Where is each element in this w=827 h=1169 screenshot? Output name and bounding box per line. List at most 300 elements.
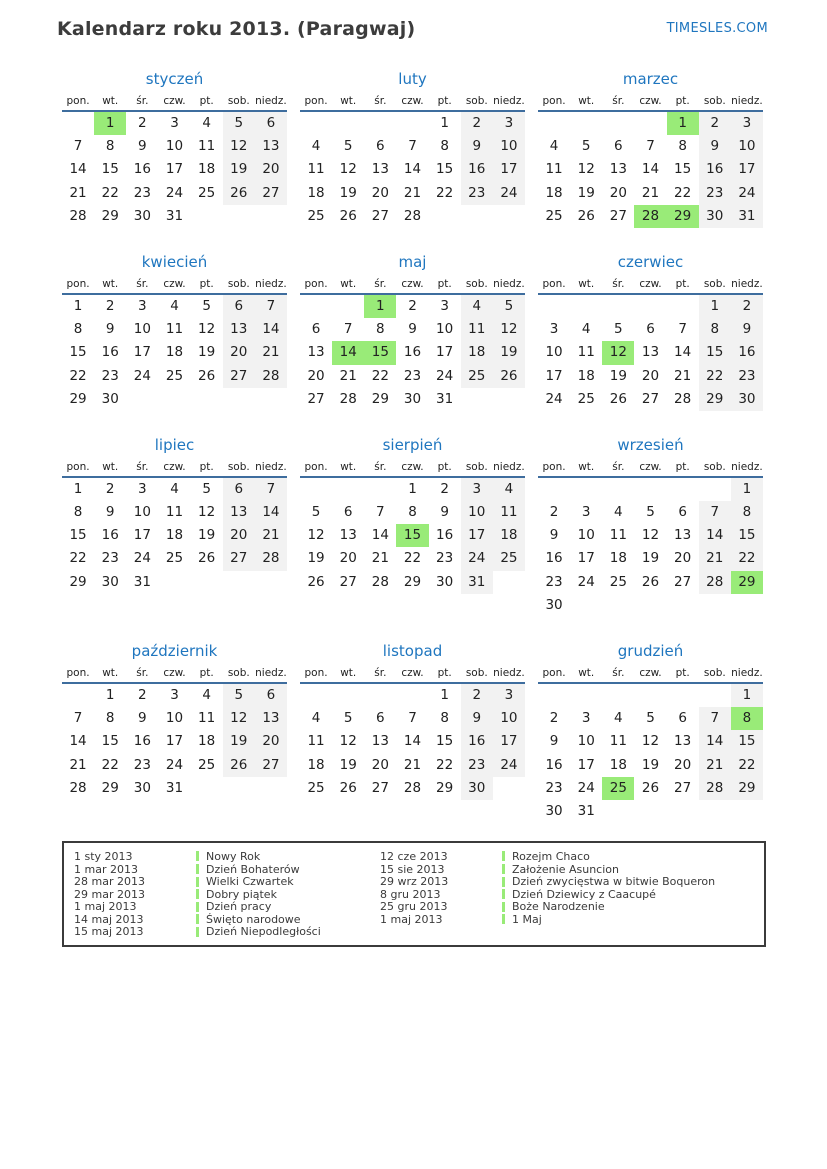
weekday-header: pt. [191,461,223,478]
day-cell: 19 [609,367,627,384]
empty-cell [538,295,570,318]
weekday-header: wt. [570,278,602,295]
day-cell: 29 [699,388,731,411]
day-cell: 2 [549,504,559,521]
day-cell: 25 [198,756,216,773]
day-cell: 15 [69,527,87,544]
weekday-header: sob. [223,278,255,295]
day-cell: 13 [674,527,692,544]
day-cell: 12 [339,161,357,178]
weekday-header: niedz. [255,95,287,112]
day-cell: 3 [138,297,147,314]
day-cell: 10 [165,710,184,727]
day-cell: 3 [493,684,525,707]
day-cell: 13 [223,318,255,341]
weekday-header: niedz. [731,461,763,478]
weekday-header: wt. [94,278,126,295]
day-cell: 1 [408,480,417,497]
day-cell: 26 [223,754,255,777]
day-cell: 7 [646,138,655,155]
legend-holiday-name: Święto narodowe [206,912,301,926]
day-cell: 22 [403,550,422,567]
day-cell: 12 [641,527,660,544]
day-cell: 18 [198,161,216,178]
weekday-header: czw. [158,278,190,295]
weekday-header: sob. [223,461,255,478]
day-cell: 28 [69,779,87,796]
day-cell: 19 [223,730,255,753]
day-cell: 27 [641,390,660,407]
day-cell: 26 [641,573,660,590]
legend-row [74,913,380,926]
empty-cell [493,571,525,594]
month-calendar-październik [62,642,287,800]
day-cell: 4 [614,710,623,727]
day-cell: 24 [133,367,151,384]
day-cell: 16 [461,158,493,181]
day-cell: 11 [493,501,525,524]
day-cell: 7 [73,710,83,727]
weekday-header: śr. [602,95,634,112]
weekday-header: czw. [158,461,190,478]
day-cell: 16 [545,756,563,773]
weekday-header: wt. [570,667,602,684]
empty-cell [396,112,428,135]
weekday-header: sob. [699,667,731,684]
holiday-day-cell: 15 [396,524,428,547]
day-cell: 7 [255,295,287,318]
day-cell: 27 [371,779,389,796]
month-title: styczeń [145,70,204,88]
day-cell: 26 [307,573,325,590]
day-cell: 4 [614,504,623,521]
legend-holiday-name: Wielki Czwartek [206,875,294,889]
day-cell: 7 [73,138,83,155]
holiday-day-cell: 1 [364,295,396,318]
weekday-header: śr. [364,461,396,478]
day-cell: 16 [101,527,119,544]
day-cell: 26 [198,550,216,567]
legend-row [380,888,715,901]
day-cell: 16 [403,344,422,361]
weekday-header: czw. [396,461,428,478]
holiday-day-cell: 1 [667,112,699,135]
weekday-header: pt. [429,278,461,295]
empty-cell [332,295,364,318]
day-cell: 2 [105,480,115,497]
weekday-header: pt. [667,278,699,295]
day-cell: 25 [461,365,493,388]
holiday-tick-icon [502,889,505,899]
month-title: luty [398,70,427,88]
day-cell: 22 [436,184,454,201]
weekday-header: sob. [223,667,255,684]
day-cell: 18 [493,524,525,547]
month-title: kwiecień [141,252,208,271]
day-cell: 9 [699,135,731,158]
day-cell: 19 [223,158,255,181]
day-cell: 20 [674,550,692,567]
day-cell: 25 [198,184,216,201]
day-cell: 10 [461,501,493,524]
empty-cell [602,800,634,823]
holiday-tick-icon [196,914,199,924]
month-title: czerwiec [617,252,684,271]
day-cell: 17 [493,730,525,753]
day-cell: 20 [609,184,627,201]
day-cell: 9 [549,733,559,750]
day-cell: 22 [69,550,87,567]
day-cell: 21 [371,550,389,567]
day-cell: 31 [461,571,493,594]
day-cell: 30 [133,779,151,796]
day-cell: 30 [101,390,119,407]
empty-cell [667,295,699,318]
empty-cell [396,684,428,707]
weekday-header: śr. [364,667,396,684]
day-cell: 11 [545,161,563,178]
weekday-header: pon. [538,461,570,478]
day-cell: 12 [641,733,660,750]
day-cell: 23 [699,182,731,205]
weekday-header: czw. [158,667,190,684]
day-cell: 27 [339,573,357,590]
day-cell: 8 [408,504,417,521]
weekday-header: niedz. [255,667,287,684]
day-cell: 31 [165,207,184,224]
day-cell: 24 [545,390,563,407]
day-cell: 11 [165,321,184,338]
day-cell: 15 [101,733,119,750]
day-cell: 5 [202,297,211,314]
day-cell: 27 [371,207,389,224]
day-cell: 23 [436,550,454,567]
day-cell: 20 [255,158,287,181]
page-title: Kalendarz roku 2013. (Paragwaj) [57,18,416,40]
legend-row [380,913,715,926]
empty-cell [62,684,94,707]
day-cell: 14 [371,527,389,544]
day-cell: 18 [545,184,563,201]
legend-row [380,875,715,888]
day-cell: 18 [165,527,184,544]
day-cell: 2 [699,112,731,135]
day-cell: 30 [545,802,563,819]
legend-row [74,850,380,863]
day-cell: 1 [440,687,449,703]
day-cell: 24 [731,182,763,205]
legend-holiday-name: 1 Maj [512,912,542,926]
weekday-header: niedz. [493,667,525,684]
day-cell: 7 [408,138,417,155]
holiday-day-cell: 8 [731,707,763,730]
legend-date: 15 sie 2013 [380,862,445,876]
day-cell: 27 [674,779,692,796]
day-cell: 13 [641,344,660,361]
day-cell: 22 [371,367,389,384]
weekday-header: sob. [461,667,493,684]
day-cell: 28 [699,571,731,594]
day-cell: 20 [371,184,389,201]
weekday-header: wt. [570,461,602,478]
day-cell: 16 [699,158,731,181]
day-cell: 6 [646,321,655,338]
empty-cell [223,388,255,411]
month-title: październik [131,642,218,660]
day-cell: 11 [461,318,493,341]
day-cell: 8 [731,501,763,524]
day-cell: 5 [223,684,255,707]
day-cell: 17 [731,158,763,181]
day-cell: 6 [678,710,687,727]
day-cell: 5 [581,138,591,155]
empty-cell [300,112,332,135]
weekday-header: śr. [364,278,396,295]
day-cell: 25 [307,207,325,224]
day-cell: 19 [641,550,660,567]
day-cell: 29 [436,779,454,796]
empty-cell [538,112,570,135]
day-cell: 27 [609,207,627,224]
empty-cell [731,800,763,823]
day-cell: 26 [339,779,357,796]
day-cell: 16 [731,341,763,364]
weekday-header: śr. [602,461,634,478]
day-cell: 20 [674,756,692,773]
day-cell: 25 [609,573,627,590]
empty-cell [634,684,666,707]
weekday-header: śr. [126,667,158,684]
day-cell: 15 [436,733,454,750]
holiday-day-cell: 29 [731,571,763,594]
day-cell: 13 [371,161,389,178]
day-cell: 24 [461,547,493,570]
day-cell: 21 [69,184,87,201]
day-cell: 21 [641,184,660,201]
day-cell: 11 [577,344,595,361]
empty-cell [538,684,570,707]
day-cell: 10 [731,135,763,158]
day-cell: 6 [343,504,353,521]
legend-date: 29 mar 2013 [74,887,145,901]
day-cell: 27 [255,182,287,205]
day-cell: 21 [699,547,731,570]
weekday-header: sob. [699,95,731,112]
day-cell: 3 [138,480,147,497]
weekday-header: pt. [191,667,223,684]
weekday-header: czw. [634,278,666,295]
day-cell: 27 [674,573,692,590]
day-cell: 16 [133,161,151,178]
month-calendar-sierpień [300,436,525,594]
day-cell: 11 [307,733,325,750]
weekday-header: wt. [94,461,126,478]
day-cell: 5 [646,504,655,521]
empty-cell [255,388,287,411]
day-cell: 13 [223,501,255,524]
weekday-header: czw. [634,95,666,112]
weekday-header: niedz. [731,667,763,684]
weekday-header: pon. [300,95,332,112]
empty-cell [667,478,699,501]
day-cell: 7 [255,478,287,501]
day-cell: 28 [339,390,357,407]
weekday-header: czw. [396,667,428,684]
day-cell: 14 [674,344,692,361]
day-cell: 17 [545,367,563,384]
day-cell: 3 [170,115,179,131]
day-cell: 5 [223,112,255,135]
day-cell: 12 [223,135,255,158]
day-cell: 8 [105,710,115,727]
weekday-header: sob. [699,278,731,295]
empty-cell [300,478,332,501]
day-cell: 4 [461,295,493,318]
empty-cell [158,571,190,594]
day-cell: 28 [255,365,287,388]
holiday-day-cell: 1 [94,112,126,135]
weekday-header: niedz. [731,278,763,295]
day-cell: 3 [440,297,449,314]
day-cell: 13 [255,707,287,730]
day-cell: 8 [440,138,449,155]
day-cell: 11 [165,504,184,521]
empty-cell [300,295,332,318]
day-cell: 11 [198,710,216,727]
empty-cell [667,594,699,617]
day-cell: 2 [138,115,147,131]
empty-cell [493,205,525,228]
day-cell: 7 [699,707,731,730]
weekday-header: czw. [396,95,428,112]
empty-cell [223,777,255,800]
day-cell: 19 [641,756,660,773]
day-cell: 24 [577,779,595,796]
legend-date: 25 gru 2013 [380,900,448,914]
day-cell: 15 [101,161,119,178]
day-cell: 24 [165,184,184,201]
day-cell: 28 [403,779,422,796]
day-cell: 9 [549,527,559,544]
day-cell: 17 [461,524,493,547]
day-cell: 8 [678,138,687,155]
month-title: sierpień [382,435,443,454]
legend-row [74,888,380,901]
weekday-header: sob. [699,461,731,478]
day-cell: 4 [170,297,179,314]
day-cell: 31 [436,390,454,407]
day-cell: 20 [223,341,255,364]
day-cell: 13 [307,344,325,361]
day-cell: 10 [133,321,151,338]
day-cell: 20 [307,367,325,384]
day-cell: 25 [165,550,184,567]
weekday-header: czw. [634,667,666,684]
day-cell: 17 [577,756,595,773]
day-cell: 25 [493,547,525,570]
empty-cell [602,112,634,135]
day-cell: 26 [609,390,627,407]
weekday-header: wt. [94,667,126,684]
day-cell: 23 [545,573,563,590]
day-cell: 1 [105,687,115,703]
empty-cell [634,800,666,823]
day-cell: 3 [461,478,493,501]
weekday-header: niedz. [255,278,287,295]
empty-cell [364,112,396,135]
day-cell: 17 [493,158,525,181]
day-cell: 10 [545,344,563,361]
day-cell: 9 [461,707,493,730]
day-cell: 30 [101,573,119,590]
month-title: marzec [622,70,679,88]
day-cell: 22 [69,367,87,384]
day-cell: 21 [699,754,731,777]
legend-row [74,901,380,914]
day-cell: 6 [255,112,287,135]
day-cell: 27 [255,754,287,777]
day-cell: 3 [170,687,179,703]
month-calendar-listopad [300,642,525,800]
day-cell: 5 [343,138,353,155]
page-header [0,0,827,40]
weekday-header: śr. [126,461,158,478]
month-title: wrzesień [617,435,684,454]
day-cell: 23 [461,182,493,205]
empty-cell [493,777,525,800]
legend-date: 29 wrz 2013 [380,875,449,889]
legend-date: 1 sty 2013 [74,849,133,863]
legend-date: 8 gru 2013 [380,887,441,901]
day-cell: 28 [371,573,389,590]
day-cell: 18 [609,756,627,773]
legend-holiday-name: Dzień zwycięstwa w bitwie Boqueron [512,875,716,889]
day-cell: 10 [577,733,595,750]
day-cell: 13 [371,733,389,750]
day-cell: 22 [699,365,731,388]
day-cell: 14 [255,318,287,341]
site-link[interactable]: TIMESLES.COM [666,21,768,36]
day-cell: 6 [311,321,321,338]
day-cell: 26 [198,367,216,384]
weekday-header: pon. [300,461,332,478]
weekday-header: wt. [332,278,364,295]
day-cell: 19 [339,184,357,201]
legend-date: 28 mar 2013 [74,875,145,889]
weekday-header: niedz. [493,278,525,295]
day-cell: 23 [545,779,563,796]
empty-cell [255,205,287,228]
empty-cell [429,205,461,228]
day-cell: 26 [493,365,525,388]
weekday-header: pon. [538,278,570,295]
holiday-day-cell: 15 [364,341,396,364]
day-cell: 9 [105,504,115,521]
day-cell: 5 [646,710,655,727]
day-cell: 19 [307,550,325,567]
day-cell: 7 [408,710,417,727]
weekday-header: pon. [538,95,570,112]
day-cell: 20 [223,524,255,547]
holiday-legend [62,841,766,947]
day-cell: 3 [493,112,525,135]
day-cell: 21 [403,184,422,201]
holiday-day-cell: 14 [332,341,364,364]
day-cell: 31 [133,573,151,590]
empty-cell [191,388,223,411]
day-cell: 2 [440,480,449,497]
empty-cell [223,571,255,594]
